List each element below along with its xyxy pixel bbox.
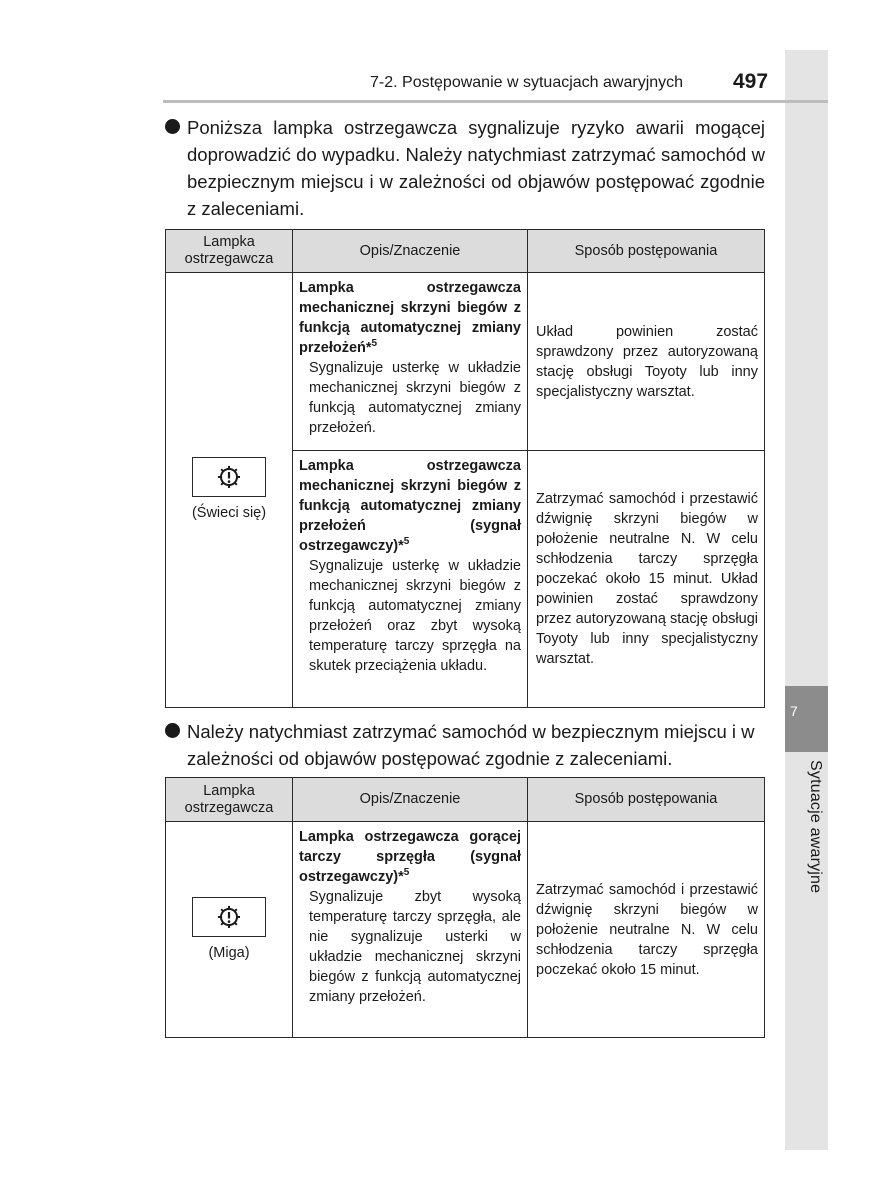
bullet-icon bbox=[165, 119, 180, 134]
lamp-icon-box bbox=[192, 457, 266, 497]
warning-table-2 bbox=[165, 777, 765, 1038]
description-cell bbox=[293, 273, 528, 451]
table-header-row bbox=[166, 230, 765, 273]
table-row bbox=[166, 822, 765, 1038]
bullet-icon bbox=[165, 723, 180, 738]
lamp-title: Lampka ostrzegawcza gorącej tarczy sprzęgła (sygnał ostrzegawczy)*$^5$ bbox=[299, 829, 521, 885]
table-header-row bbox=[166, 778, 765, 822]
lamp-description: Sygnalizuje zbyt wysoką temperaturę tarczy sprzęgła, ale nie sygnalizuje usterki w układzie mechanicznej skrzyni biegów z funkcją automatycznej zmiany przełożeń. bbox=[309, 889, 521, 1005]
paragraph-text: Poniższa lampka ostrzegawcza sygnalizuje ryzyko awarii mogącej doprowadzić do wypadku. Należy natychmiast zatrzymać samochód w bezpiecznym miejscu i w zależności od objawów postępować zgodnie z zaleceniami. bbox=[187, 117, 765, 219]
header-action: Sposób postępowania bbox=[528, 230, 765, 273]
gear-exclamation-icon bbox=[216, 904, 242, 930]
header-divider bbox=[163, 100, 828, 103]
table-row bbox=[166, 273, 765, 451]
action-cell: Układ powinien zostać sprawdzony przez autoryzowaną stację obsługi Toyoty lub inny specjalistyczny warsztat. bbox=[528, 273, 765, 451]
header-action: Sposób postępowania bbox=[528, 778, 765, 822]
lamp-title: Lampka ostrzegawcza mechanicznej skrzyni biegów z funkcją automatycznej zmiany przełożeń (sygnał ostrzegawczy)*$^5$ bbox=[299, 458, 521, 554]
lamp-title: Lampka ostrzegawcza mechanicznej skrzyni biegów z funkcją automatycznej zmiany przełożeń*$^5$ bbox=[299, 280, 521, 356]
header-lamp: Lampka ostrzegawcza bbox=[166, 778, 293, 822]
lamp-icon-box bbox=[192, 897, 266, 937]
chapter-number: 7 bbox=[790, 703, 798, 719]
lamp-cell bbox=[166, 822, 293, 1038]
description-cell bbox=[293, 822, 528, 1038]
chapter-sidebar bbox=[785, 50, 828, 1150]
lamp-state-caption: (Świeci się) bbox=[191, 505, 267, 521]
header-description: Opis/Znaczenie bbox=[293, 230, 528, 273]
lamp-state-caption: (Miga) bbox=[208, 944, 250, 961]
chapter-label: Sytuacje awaryjne bbox=[807, 760, 824, 894]
warning-table-1 bbox=[165, 229, 765, 708]
description-cell bbox=[293, 451, 528, 708]
action-cell: Zatrzymać samochód i przestawić dźwignię skrzyni biegów w położenie neutralne N. W celu schłodzenia tarczy sprzęgła poczekać około 15 minut. bbox=[528, 822, 765, 1038]
lamp-description: Sygnalizuje usterkę w układzie mechanicznej skrzyni biegów z funkcją automatycznej zmiany przełożeń. bbox=[309, 360, 521, 436]
section-title: 7-2. Postępowanie w sytuacjach awaryjnych bbox=[370, 74, 684, 91]
warning-paragraph-2 bbox=[165, 718, 765, 772]
warning-paragraph-1 bbox=[165, 114, 765, 222]
lamp-description: Sygnalizuje usterkę w układzie mechanicznej skrzyni biegów z funkcją automatycznej zmiany przełożeń oraz zbyt wysoką temperaturę tarczy sprzęgła na skutek przeciążenia układu. bbox=[309, 558, 521, 674]
header-lamp: Lampka ostrzegawcza bbox=[166, 230, 293, 273]
paragraph-text: Należy natychmiast zatrzymać samochód w bezpiecznym miejscu i w zależności od objawów postępować zgodnie z zaleceniami. bbox=[187, 721, 755, 769]
page-number: 497 bbox=[733, 70, 769, 93]
action-cell: Zatrzymać samochód i przestawić dźwignię skrzyni biegów w położenie neutralne N. W celu schłodzenia tarczy sprzęgła poczekać około 15 minut. Układ powinien zostać sprawdzony przez autoryzowaną stację obsługi Toyoty lub inny specjalistyczny warsztat. bbox=[528, 451, 765, 708]
header-description: Opis/Znaczenie bbox=[293, 778, 528, 822]
lamp-cell bbox=[166, 273, 293, 708]
gear-exclamation-icon bbox=[216, 464, 242, 490]
chapter-tab[interactable] bbox=[785, 686, 828, 752]
